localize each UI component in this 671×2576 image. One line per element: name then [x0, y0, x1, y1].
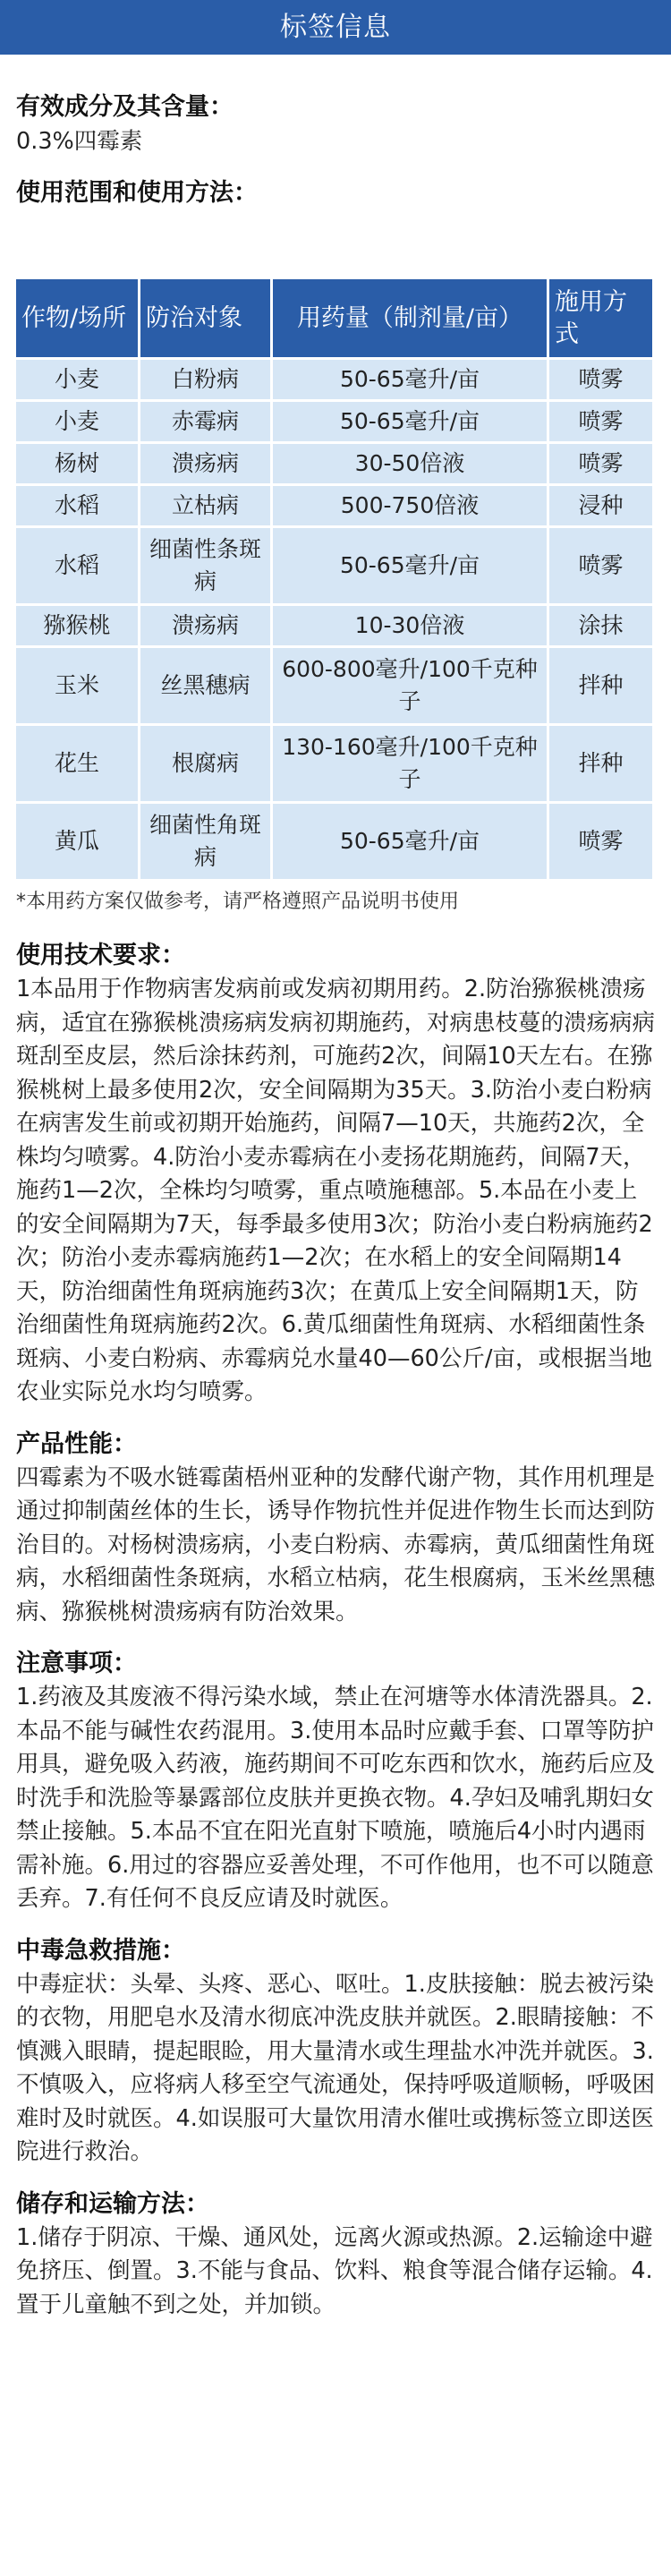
table-cell-method: 喷雾 — [549, 402, 652, 441]
usage-section — [16, 176, 655, 916]
table-cell-method: 喷雾 — [549, 804, 652, 879]
table-cell-dosage: 50-65毫升/亩 — [273, 804, 547, 879]
table-cell-crop: 杨树 — [16, 444, 138, 483]
table-cell-dosage: 500-750倍液 — [273, 486, 547, 525]
table-cell-crop: 玉米 — [16, 648, 138, 723]
usage-heading: 使用范围和使用方法： — [16, 179, 258, 207]
table-cell-dosage: 50-65毫升/亩 — [273, 528, 547, 603]
spacer — [16, 916, 655, 939]
content — [0, 55, 671, 2322]
ingredient-value: 0.3%四霉素 — [16, 128, 143, 155]
table-cell-method: 涂抹 — [549, 606, 652, 645]
ingredient-section — [16, 90, 655, 158]
column-header-dosage: 用药量（制剂量/亩） — [273, 279, 547, 357]
table-cell-method: 喷雾 — [549, 444, 652, 483]
table-cell-crop: 小麦 — [16, 402, 138, 441]
table-cell-dosage: 600-800毫升/100千克种子 — [273, 648, 547, 723]
table-note: *本用药方案仅做参考，请严格遵照产品说明书使用 — [16, 891, 460, 913]
table-cell-target: 细菌性条斑病 — [140, 528, 270, 603]
table-cell-dosage: 50-65毫升/亩 — [273, 360, 547, 399]
table-row — [16, 360, 652, 399]
table-cell-crop: 黄瓜 — [16, 804, 138, 879]
table-cell-crop: 猕猴桃 — [16, 606, 138, 645]
storage-section — [16, 2188, 655, 2323]
table-cell-crop: 水稻 — [16, 528, 138, 603]
performance-heading: 产品性能： — [16, 1429, 137, 1458]
table-cell-crop: 水稻 — [16, 486, 138, 525]
usage-table — [13, 277, 655, 882]
table-cell-target: 根腐病 — [140, 726, 270, 801]
performance-text: 四霉素为不吸水链霉菌梧州亚种的发酵代谢产物，其作用机理是通过抑制菌丝体的生长，诱导作物抗性并促进作物生长而达到防治目的。对杨树溃疡病，小麦白粉病、赤霉病，黄瓜细菌性角斑病，水稻细菌性条斑病，水稻立枯病，花生根腐病，玉米丝黑穗病、猕猴桃树溃疡病有防治效果。 — [16, 1463, 656, 1625]
table-cell-method: 拌种 — [549, 726, 652, 801]
table-cell-dosage: 10-30倍液 — [273, 606, 547, 645]
technique-section — [16, 939, 655, 1410]
table-cell-target: 溃疡病 — [140, 606, 270, 645]
table-cell-method: 浸种 — [549, 486, 652, 525]
table-cell-dosage: 50-65毫升/亩 — [273, 402, 547, 441]
first-aid-heading: 中毒急救措施： — [16, 1936, 185, 1965]
header-bar — [0, 0, 671, 55]
table-row — [16, 606, 652, 645]
ingredient-heading: 有效成分及其含量： — [16, 93, 234, 121]
table-row — [16, 804, 652, 879]
usage-table-header-row — [16, 279, 652, 357]
page-title: 标签信息 — [280, 12, 391, 43]
precautions-heading: 注意事项： — [16, 1650, 137, 1677]
table-cell-target: 丝黑穗病 — [140, 648, 270, 723]
column-header-method: 施用方式 — [549, 279, 652, 357]
table-cell-crop: 小麦 — [16, 360, 138, 399]
storage-heading: 储存和运输方法： — [16, 2189, 209, 2218]
column-header-target: 防治对象 — [140, 279, 270, 357]
table-cell-target: 赤霉病 — [140, 402, 270, 441]
column-header-crop: 作物/场所 — [16, 279, 138, 357]
table-cell-target: 立枯病 — [140, 486, 270, 525]
performance-section — [16, 1428, 655, 1630]
table-cell-dosage: 30-50倍液 — [273, 444, 547, 483]
table-cell-method: 拌种 — [549, 648, 652, 723]
table-cell-crop: 花生 — [16, 726, 138, 801]
table-row — [16, 444, 652, 483]
table-row — [16, 486, 652, 525]
precautions-section — [16, 1647, 655, 1916]
technique-text: 1本品用于作物病害发病前或发病初期用药。2.防治猕猴桃溃疡病，适宜在猕猴桃溃疡病发病初期施药，对病患枝蔓的溃疡病病斑刮至皮层，然后涂抹药剂，可施药2次，间隔10天左右。在猕猴桃树上最多使用2次，安全间隔期为35天。3.防治小麦白粉病在病害发生前或初期开始施药，间隔7—10天，共施药2次，全株均匀喷雾。4.防治小麦赤霉病在小麦扬花期施药，间隔7天，施药1—2次，全株均匀喷雾，重点喷施穗部。5.本品在小麦上的安全间隔期为7天，每季最多使用3次；防治小麦白粉病施药2次；防治小麦赤霉病施药1—2次；在水稻上的安全间隔期14天，防治细菌性角斑病施药3次；在黄瓜上安全间隔期1天，防治细菌性角斑病施药2次。6.黄瓜细菌性角斑病、水稻细菌性条斑病、小麦白粉病、赤霉病兑水量40—60公斤/亩，或根据当地农业实际兑水均匀喷雾。 — [16, 976, 656, 1405]
storage-text: 1.储存于阴凉、干燥、通风处，远离火源或热源。2.运输途中避免挤压、倒置。3.不能与食品、饮料、粮食等混合储存运输。4.置于儿童触不到之处，并加锁。 — [16, 2223, 653, 2318]
table-cell-target: 溃疡病 — [140, 444, 270, 483]
technique-heading: 使用技术要求： — [16, 942, 185, 969]
table-row — [16, 648, 652, 723]
table-cell-dosage: 130-160毫升/100千克种子 — [273, 726, 547, 801]
precautions-text: 1.药液及其废液不得污染水域，禁止在河塘等水体清洗器具。2.本品不能与碱性农药混用。3.使用本品时应戴手套、口罩等防护用具，避免吸入药液，施药期间不可吃东西和饮水，施药后应及时洗手和洗脸等暴露部位皮肤并更换衣物。4.孕妇及哺乳期妇女禁止接触。5.本品不宜在阳光直射下喷施，喷施后4小时内遇雨需补施。6.用过的容器应妥善处理，不可作他用，也不可以随意丢弃。7.有任何不良反应请及时就医。 — [16, 1684, 656, 1912]
table-cell-method: 喷雾 — [549, 360, 652, 399]
table-row — [16, 726, 652, 801]
first-aid-text: 中毒症状：头晕、头疼、恶心、呕吐。1.皮肤接触：脱去被污染的衣物，用肥皂水及清水彻底冲洗皮肤并就医。2.眼睛接触：不慎溅入眼睛，提起眼睑，用大量清水或生理盐水冲洗并就医。3.不慎吸入，应将病人移至空气流通处，保持呼吸道顺畅，呼吸困难时及时就医。4.如误服可大量饮用清水催吐或携标签立即送医院进行救治。 — [16, 1970, 656, 2165]
table-cell-method: 喷雾 — [549, 528, 652, 603]
table-cell-target: 白粉病 — [140, 360, 270, 399]
table-row — [16, 528, 652, 603]
table-cell-target: 细菌性角斑病 — [140, 804, 270, 879]
first-aid-section — [16, 1934, 655, 2170]
table-row — [16, 402, 652, 441]
